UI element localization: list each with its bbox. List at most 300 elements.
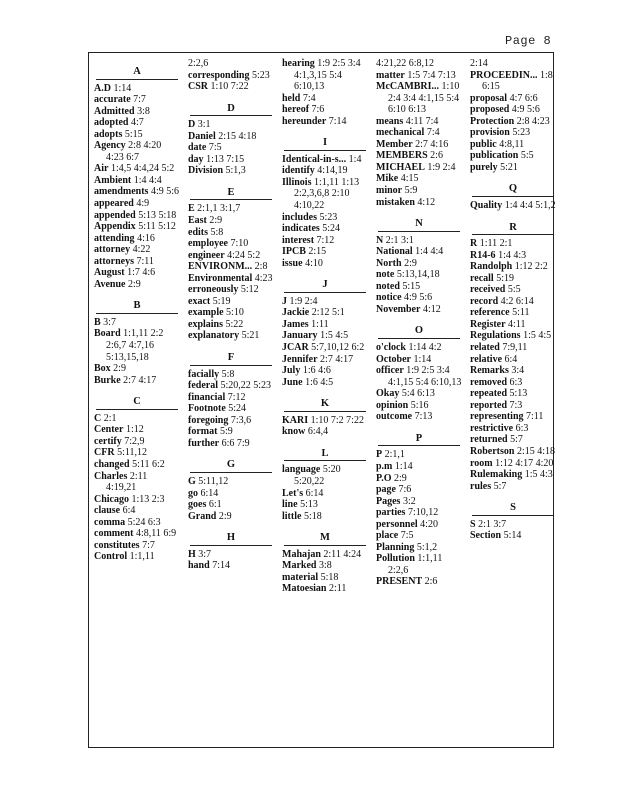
index-references: 2:15 4:18 [218, 130, 257, 142]
index-term: Randolph [470, 261, 513, 273]
section-letter-header: R [472, 218, 554, 236]
index-column-5 [470, 58, 556, 542]
index-references: 4:9 5:6 [511, 104, 540, 116]
index-entry [376, 411, 462, 423]
index-references: 5:10 [226, 307, 244, 319]
index-references: 2:2,6 [188, 58, 209, 69]
index-references: 7:6 [311, 104, 325, 116]
index-references: 7:9,11 [502, 342, 528, 354]
index-entry [188, 284, 274, 296]
index-references: 2:7 4:17 [123, 374, 157, 386]
index-term: appended [94, 209, 136, 221]
index-entry [376, 553, 462, 576]
index-entry [188, 403, 274, 415]
index-term: exact [188, 295, 211, 307]
index-references: 5:24 [228, 403, 247, 415]
index-entry [188, 238, 274, 250]
index-term: Chicago [94, 493, 129, 505]
index-term: record [470, 295, 499, 307]
index-term: Robertson [470, 445, 515, 457]
index-entry [282, 488, 368, 500]
index-entry [188, 307, 274, 319]
index-term: format [188, 426, 218, 438]
index-entry [282, 415, 368, 427]
index-term: Air [94, 163, 109, 175]
index-references: 2:9 [404, 257, 417, 269]
index-entry [188, 511, 274, 523]
index-entry [94, 528, 180, 540]
index-entry [94, 517, 180, 529]
index-term: adopts [94, 128, 123, 140]
index-entry [470, 469, 556, 481]
index-term: JCAR [282, 342, 309, 354]
index-references: 1:12 [125, 424, 144, 436]
index-references: 6:14 [305, 487, 324, 499]
index-entry [470, 411, 556, 423]
index-references: 5:9 [404, 185, 418, 197]
index-term: Box [94, 363, 111, 375]
index-entry [94, 244, 180, 256]
index-entry [470, 434, 556, 446]
index-term: D [188, 119, 196, 131]
index-references: 5:1,3 [225, 165, 246, 177]
index-term: attending [94, 232, 135, 244]
index-term: indicates [282, 223, 320, 235]
index-entry [282, 426, 368, 438]
index-term: Planning [376, 541, 415, 553]
index-term: Rulemaking [470, 469, 523, 481]
index-term: corresponding [188, 69, 250, 81]
index-entry [282, 258, 368, 270]
index-term: proposal [470, 92, 508, 104]
index-references: 6:1 [208, 499, 222, 511]
index-references: 4:24 5:2 [227, 249, 261, 261]
index-entry [94, 233, 180, 245]
index-references: 7:11 [136, 255, 154, 267]
index-references: 4:11 [508, 318, 526, 330]
index-entry [470, 273, 556, 285]
section-letter-header: E [190, 183, 272, 201]
index-references: 7:3 [509, 399, 523, 411]
index-term: line [282, 499, 298, 511]
index-entry [470, 342, 556, 354]
section-letter-header: Q [472, 179, 554, 197]
index-term: comma [94, 516, 126, 528]
index-references: 5:24 [322, 223, 341, 235]
index-entry [188, 250, 274, 262]
index-entry [94, 140, 180, 163]
index-references: 1:9 2:4 [289, 295, 318, 307]
index-references: 1:1,11 1:13 2:2,3,6,8 2:10 4:10,22 [294, 176, 360, 212]
index-references: 2:15 [308, 246, 327, 258]
index-references: 1:5 4:5 [320, 330, 349, 342]
index-references: 2:7 4:16 [415, 138, 449, 150]
index-term: East [188, 215, 207, 227]
index-entry [188, 203, 274, 215]
index-entry [282, 319, 368, 331]
index-term: MICHAEL [376, 161, 425, 173]
index-entry [470, 162, 556, 174]
index-term: S [470, 518, 476, 530]
index-entry [188, 369, 274, 381]
index-references: 2:15 4:18 [516, 445, 556, 457]
index-references: 3:4 [511, 365, 525, 377]
index-term: CSR [188, 81, 209, 93]
index-term: received [470, 284, 506, 296]
index-term: National [376, 246, 413, 258]
index-entry [282, 560, 368, 572]
index-term: Section [470, 530, 502, 542]
index-term: A.D [94, 82, 111, 94]
index-entry [470, 481, 556, 493]
index-entry [94, 198, 180, 210]
index-term: McCAMBRI... [376, 81, 440, 93]
index-references: 5:5 [520, 150, 534, 162]
index-term: goes [188, 499, 207, 511]
index-term: held [282, 92, 301, 104]
index-references: 2:7 4:17 [320, 353, 354, 365]
index-term: Board [94, 328, 121, 340]
index-term: notice [376, 292, 402, 304]
index-entry [376, 58, 462, 70]
index-references: 5:14 [503, 530, 522, 542]
index-references: 5:23 [319, 211, 338, 223]
index-entry [470, 238, 556, 250]
index-references: 5:19 [496, 272, 514, 284]
index-references: 2:1 [103, 412, 117, 424]
index-references: 4:9 5:6 [404, 292, 433, 304]
index-references: 5:13 5:18 [138, 209, 177, 221]
index-entry [94, 83, 180, 95]
index-entry [376, 576, 462, 588]
index-term: material [282, 571, 319, 583]
index-entry [282, 572, 368, 584]
index-term: adopted [94, 117, 129, 129]
index-entry [470, 400, 556, 412]
index-entry [94, 317, 180, 329]
index-entry [188, 154, 274, 166]
index-references: 4:7 6:6 [509, 92, 538, 104]
index-references: 4:22 [132, 244, 151, 256]
index-term: p.m [376, 460, 393, 472]
index-entry [470, 58, 556, 70]
index-references: 5:20 5:20,22 [294, 464, 341, 487]
index-entry [94, 471, 180, 494]
index-entry [94, 540, 180, 552]
index-term: Okay [376, 388, 400, 400]
index-entry [188, 131, 274, 143]
index-entry [94, 447, 180, 459]
index-term: example [188, 307, 224, 319]
index-term: attorneys [94, 255, 134, 267]
index-references: 5:23 [512, 127, 531, 139]
index-entry [188, 142, 274, 154]
index-references: 6:3 [509, 376, 523, 388]
index-references: 1:11 [311, 318, 329, 330]
index-references: 3:7 [103, 316, 116, 328]
index-references: 4:21,22 6:8,12 [376, 58, 435, 69]
index-references: 5:5 [507, 284, 521, 296]
index-term: Jackie [282, 307, 310, 319]
index-entry [376, 116, 462, 128]
index-entry [376, 281, 462, 293]
index-entry [376, 354, 462, 366]
index-references: 1:4,5 4:4,24 5:2 [110, 163, 175, 175]
index-term: attorney [94, 244, 131, 256]
section-letter-header: H [190, 528, 272, 546]
index-references: 4:7 [130, 117, 144, 129]
index-entry [376, 127, 462, 139]
index-term: officer [376, 365, 404, 377]
index-references: 5:16 [410, 399, 429, 411]
index-references: 5:21 [500, 161, 518, 173]
index-entry [470, 250, 556, 262]
index-term: reported [470, 399, 508, 411]
index-entry [188, 58, 274, 70]
index-term: language [282, 464, 321, 476]
index-entry [376, 507, 462, 519]
index-entry [376, 388, 462, 400]
index-term: Control [94, 551, 128, 563]
index-entry [94, 94, 180, 106]
index-references: 1:13 7:15 [206, 153, 245, 165]
index-term: issue [282, 257, 303, 269]
index-term: constitutes [94, 539, 140, 551]
index-references: 1:1,11 2:2 2:6,7 4:7,16 5:13,15,18 [106, 328, 164, 363]
index-references: 4:12 [422, 303, 441, 315]
section-letter-header: D [190, 99, 272, 117]
index-entry [470, 284, 556, 296]
index-references: 7:11 [526, 411, 544, 423]
index-entry [188, 438, 274, 450]
index-entry [188, 261, 274, 273]
index-entry [94, 375, 180, 387]
index-references: 1:10 2:4 3:4 4:1,15 5:4 6:10 6:13 [388, 81, 460, 116]
index-references: 4:12 [417, 196, 436, 208]
index-references: 5:11,12 [117, 447, 147, 459]
index-references: 1:6 4:6 [302, 365, 331, 377]
index-entry [188, 499, 274, 511]
index-references: 1:6 4:5 [305, 376, 334, 388]
index-term: N [376, 234, 384, 246]
index-references: 4:9 5:6 [150, 186, 180, 198]
index-references: 2:1 3:7 [478, 518, 507, 530]
index-term: comment [94, 528, 134, 540]
index-term: returned [470, 434, 508, 446]
index-entry [470, 261, 556, 273]
index-entry [470, 423, 556, 435]
index-entry [188, 70, 274, 82]
index-entry [376, 81, 462, 116]
index-references: 5:8 [210, 226, 224, 238]
index-references: 5:21 [241, 330, 260, 342]
index-entry [282, 93, 368, 105]
index-term: foregoing [188, 414, 229, 426]
index-term: further [188, 437, 220, 449]
index-references: 7:4 [426, 127, 440, 139]
index-column-4 [376, 58, 462, 588]
section-letter-header: S [472, 498, 554, 516]
index-entry [94, 221, 180, 233]
index-entry [94, 267, 180, 279]
index-term: Remarks [470, 365, 509, 377]
index-term: Illinois [282, 176, 312, 188]
index-entry [470, 307, 556, 319]
index-entry [94, 328, 180, 363]
index-entry [376, 342, 462, 354]
index-term: little [282, 510, 302, 522]
index-entry [470, 458, 556, 470]
section-letter-header: P [378, 429, 460, 447]
index-entry [282, 511, 368, 523]
index-term: room [470, 457, 493, 469]
index-entry [470, 365, 556, 377]
section-letter-header: N [378, 214, 460, 232]
index-term: IPCB [282, 246, 306, 258]
index-references: 3:2 [402, 495, 416, 507]
index-references: 1:5 4:5 [523, 330, 552, 342]
index-term: North [376, 257, 402, 269]
index-references: 1:13 2:3 [131, 493, 165, 505]
index-entry [376, 519, 462, 531]
index-term: Marked [282, 560, 317, 572]
index-term: public [470, 138, 497, 150]
index-term: J [282, 295, 287, 307]
index-term: appeared [94, 198, 134, 210]
index-entry [376, 292, 462, 304]
index-term: H [188, 548, 196, 560]
index-term: Charles [94, 470, 128, 482]
index-entry [470, 116, 556, 128]
index-entry [470, 70, 556, 93]
index-term: proposed [470, 104, 510, 116]
index-term: Let's [282, 487, 304, 499]
index-entry [94, 424, 180, 436]
index-term: place [376, 530, 399, 542]
index-references: 1:1,11 [129, 551, 155, 563]
index-entry [188, 119, 274, 131]
index-entry [376, 70, 462, 82]
index-term: November [376, 303, 421, 315]
index-entry [94, 551, 180, 563]
index-entry [282, 330, 368, 342]
index-references: 5:7,10,12 6:2 [311, 342, 365, 354]
index-term: erroneously [188, 284, 239, 296]
index-term: noted [376, 280, 400, 292]
index-entry [188, 81, 274, 93]
index-references: 2:8 4:23 [516, 115, 550, 127]
index-entry [94, 279, 180, 291]
index-entry [470, 93, 556, 105]
index-entry [282, 154, 368, 166]
index-references: 2:9 [209, 215, 223, 227]
index-entry [376, 365, 462, 388]
index-entry [188, 215, 274, 227]
index-term: hearing [282, 58, 315, 69]
index-term: explanatory [188, 330, 240, 342]
index-term: Footnote [188, 403, 226, 415]
index-term: purely [470, 161, 498, 173]
index-term: KARI [282, 414, 309, 426]
index-entry [94, 129, 180, 141]
index-term: hereof [282, 104, 310, 116]
index-entry [470, 354, 556, 366]
index-entry [188, 488, 274, 500]
index-entry [282, 583, 368, 595]
index-term: restrictive [470, 422, 514, 434]
index-term: PROCEEDIN... [470, 69, 538, 81]
section-letter-header: J [284, 275, 366, 293]
index-entry [188, 476, 274, 488]
index-entry [188, 549, 274, 561]
index-entry [376, 150, 462, 162]
index-entry [94, 106, 180, 118]
index-references: 5:15 [402, 280, 421, 292]
index-term: engineer [188, 249, 225, 261]
index-references: 1:10 7:2 7:22 [310, 414, 364, 426]
index-references: 7:12 [227, 391, 246, 403]
index-references: 7:7 [142, 539, 155, 551]
index-entry [376, 139, 462, 151]
index-entry [470, 330, 556, 342]
index-entry [470, 530, 556, 542]
index-term: G [188, 475, 196, 487]
section-letter-header: F [190, 348, 272, 366]
index-entry [282, 464, 368, 487]
index-entry [282, 104, 368, 116]
index-entry [188, 426, 274, 438]
index-term: P.O [376, 472, 392, 484]
index-references: 5:18 [320, 571, 339, 583]
index-entry [376, 449, 462, 461]
index-references: 2:8 4:20 4:23 6:7 [106, 140, 162, 163]
index-term: P [376, 449, 383, 461]
index-entry [188, 380, 274, 392]
section-letter-header: M [284, 528, 366, 546]
index-references: 2:12 5:1 [311, 307, 345, 319]
index-term: Identical-in-s... [282, 153, 347, 165]
index-entry [188, 560, 274, 572]
index-entry [282, 58, 368, 93]
index-term: page [376, 484, 396, 496]
index-term: employee [188, 238, 228, 250]
index-entry [470, 127, 556, 139]
index-references: 2:9 [218, 510, 232, 522]
index-references: 4:9 [136, 198, 150, 210]
index-entry [282, 377, 368, 389]
section-letter-header: L [284, 444, 366, 462]
index-entry [282, 499, 368, 511]
index-term: certify [94, 435, 122, 447]
index-term: August [94, 267, 125, 279]
index-references: 6:14 [200, 487, 219, 499]
index-references: 2:6 [424, 576, 438, 588]
index-entry [188, 319, 274, 331]
index-term: opinion [376, 399, 409, 411]
index-entry [376, 246, 462, 258]
index-term: Regulations [470, 330, 521, 342]
index-entry [282, 223, 368, 235]
index-term: Daniel [188, 130, 216, 142]
index-entry [470, 446, 556, 458]
index-entry [470, 139, 556, 151]
index-references: 5:13 [300, 499, 318, 511]
section-letter-header: K [284, 394, 366, 412]
index-term: ENVIRONM... [188, 261, 253, 273]
index-references: 1:12 2:2 [514, 261, 548, 273]
index-references: 7:14 [212, 560, 230, 572]
index-entry [188, 227, 274, 239]
